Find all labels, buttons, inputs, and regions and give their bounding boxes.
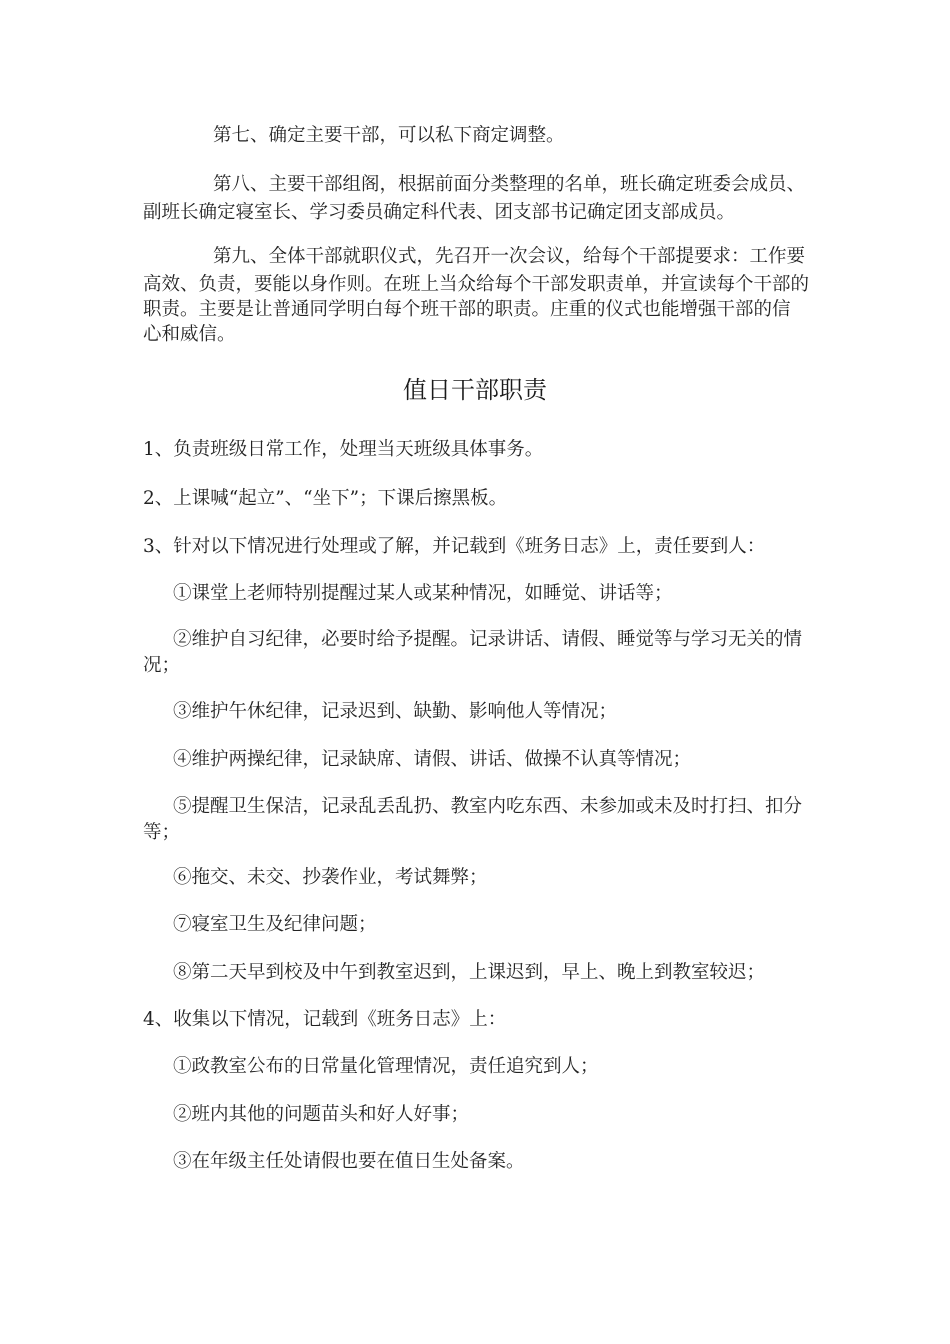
paragraph-7: 第七、确定主要干部，可以私下商定调整。: [213, 125, 565, 146]
item-4: 4、收集以下情况，记载到《班务日志》上：: [143, 1009, 507, 1030]
item-1: 1、负责班级日常工作，处理当天班级具体事务。: [143, 439, 544, 460]
paragraph-8-line-2: 副班长确定寝室长、学习委员确定科代表、团支部书记确定团支部成员。: [143, 202, 736, 223]
item-3-sub-2-line-1: ②维护自习纪律，必要时给予提醒。记录讲话、请假、睡觉等与学习无关的情: [173, 629, 803, 650]
item-3-sub-6: ⑥拖交、未交、抄袭作业，考试舞弊；: [173, 867, 488, 888]
item-4-sub-2: ②班内其他的问题苗头和好人好事；: [173, 1104, 470, 1125]
paragraph-8-line-1: 第八、主要干部组阁，根据前面分类整理的名单，班长确定班委会成员、: [213, 174, 806, 195]
item-3-sub-3: ③维护午休纪律，记录迟到、缺勤、影响他人等情况；: [173, 701, 618, 722]
item-3: 3、针对以下情况进行处理或了解，并记载到《班务日志》上，责任要到人：: [143, 536, 766, 557]
paragraph-9-line-2: 高效、负责，要能以身作则。在班上当众给每个干部发职责单，并宣读每个干部的: [143, 274, 810, 295]
item-4-sub-3: ③在年级主任处请假也要在值日生处备案。: [173, 1151, 525, 1172]
item-3-sub-7: ⑦寝室卫生及纪律问题；: [173, 914, 377, 935]
item-3-sub-4: ④维护两操纪律，记录缺席、请假、讲话、做操不认真等情况；: [173, 749, 692, 770]
item-3-sub-5-line-2: 等；: [143, 822, 181, 843]
item-3-sub-1: ①课堂上老师特别提醒过某人或某种情况，如睡觉、讲话等；: [173, 583, 673, 604]
item-4-sub-1: ①政教室公布的日常量化管理情况，责任追究到人；: [173, 1056, 599, 1077]
section-title: 值日干部职责: [403, 376, 547, 404]
item-3-sub-2-line-2: 况；: [143, 655, 181, 676]
item-3-sub-8: ⑧第二天早到校及中午到教室迟到，上课迟到，早上、晚上到教室较迟；: [173, 962, 766, 983]
paragraph-9-line-3: 职责。主要是让普通同学明白每个班干部的职责。庄重的仪式也能增强干部的信: [143, 299, 791, 320]
item-3-sub-5-line-1: ⑤提醒卫生保洁，记录乱丢乱扔、教室内吃东西、未参加或未及时打扫、扣分: [173, 796, 803, 817]
paragraph-9-line-1: 第九、全体干部就职仪式，先召开一次会议，给每个干部提要求：工作要: [213, 246, 806, 267]
item-2: 2、上课喊“起立”、“坐下”；下课后擦黑板。: [143, 488, 508, 509]
paragraph-9-line-4: 心和威信。: [143, 324, 236, 345]
